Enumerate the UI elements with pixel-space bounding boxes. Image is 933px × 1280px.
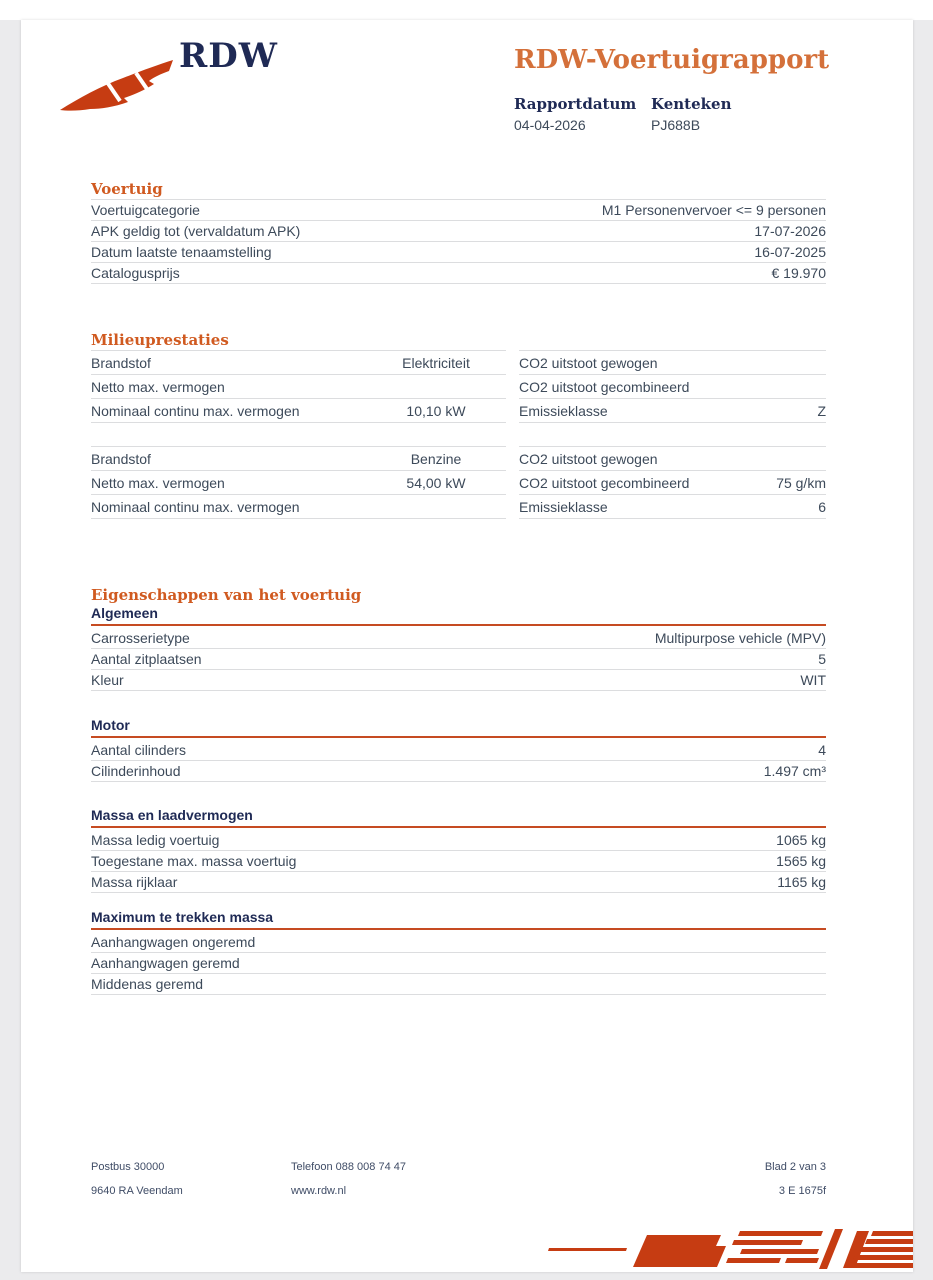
footer-line-1 bbox=[91, 1161, 826, 1173]
license-plate-group bbox=[651, 94, 788, 136]
fuel-block-petrol bbox=[91, 446, 826, 519]
page-gutter-left bbox=[0, 20, 21, 1280]
fuel-table-right bbox=[519, 446, 826, 519]
trekken-massa-table bbox=[91, 932, 826, 995]
row-value: Z bbox=[817, 402, 826, 419]
fuel-table-left bbox=[91, 446, 506, 519]
report-header bbox=[514, 44, 844, 136]
table-row bbox=[519, 447, 826, 471]
row-label: Carrosserietype bbox=[91, 630, 190, 646]
table-row bbox=[91, 351, 506, 375]
footer-website: www.rdw.nl bbox=[291, 1185, 347, 1197]
fuel-table-right bbox=[519, 350, 826, 423]
row-label: CO2 uitstoot gewogen bbox=[519, 450, 658, 467]
subsection-motor bbox=[91, 717, 826, 782]
row-value: M1 Personenvervoer <= 9 personen bbox=[601, 202, 826, 218]
footer-address-1: Postbus 30000 bbox=[91, 1161, 165, 1173]
table-row bbox=[91, 495, 506, 519]
section-voertuig-title: Voertuig bbox=[91, 180, 163, 198]
row-label: Netto max. vermogen bbox=[91, 474, 225, 491]
row-label: Nominaal continu max. vermogen bbox=[91, 402, 300, 419]
table-row bbox=[519, 495, 826, 519]
row-label: Aanhangwagen geremd bbox=[91, 955, 240, 971]
table-row bbox=[91, 471, 506, 495]
table-row bbox=[91, 974, 826, 995]
footer-form-code: 3 E 1675f bbox=[778, 1185, 826, 1197]
table-row bbox=[91, 221, 826, 242]
report-date-group bbox=[514, 94, 651, 136]
table-row bbox=[91, 932, 826, 953]
row-value: 1.497 cm³ bbox=[763, 763, 826, 779]
report-page bbox=[21, 20, 913, 1272]
row-label: Nominaal continu max. vermogen bbox=[91, 498, 300, 515]
license-plate-value: PJ688B bbox=[651, 117, 701, 133]
row-value: 75 g/km bbox=[776, 474, 826, 491]
table-row bbox=[91, 375, 506, 399]
section-eigenschappen bbox=[91, 586, 826, 605]
row-value: Elektriciteit bbox=[402, 354, 470, 371]
page-gutter-bottom bbox=[21, 1272, 913, 1280]
row-label: CO2 uitstoot gecombineerd bbox=[519, 378, 690, 395]
table-row bbox=[91, 447, 506, 471]
section-voertuig bbox=[91, 180, 826, 284]
rdw-logo-text: RDW bbox=[179, 36, 278, 76]
row-label: Netto max. vermogen bbox=[91, 378, 225, 395]
table-row bbox=[91, 242, 826, 263]
subsection-title: Maximum te trekken massa bbox=[91, 909, 826, 930]
voertuig-table bbox=[91, 199, 826, 284]
row-value: 6 bbox=[818, 498, 826, 515]
row-label: Brandstof bbox=[91, 354, 151, 371]
subsection-title: Massa en laadvermogen bbox=[91, 807, 826, 828]
row-value: Multipurpose vehicle (MPV) bbox=[654, 630, 826, 646]
table-row bbox=[91, 953, 826, 974]
row-value: 16-07-2025 bbox=[754, 244, 826, 260]
motor-table bbox=[91, 740, 826, 782]
row-value: 4 bbox=[818, 742, 826, 758]
row-label: Catalogusprijs bbox=[91, 265, 180, 281]
row-label: Kleur bbox=[91, 672, 124, 688]
rdw-flag-icon bbox=[57, 50, 175, 116]
row-value: 10,10 kW bbox=[406, 402, 466, 419]
report-meta bbox=[514, 94, 844, 136]
row-label: CO2 uitstoot gecombineerd bbox=[519, 474, 690, 491]
fuel-table-left bbox=[91, 350, 506, 423]
table-row bbox=[91, 670, 826, 691]
table-row bbox=[91, 628, 826, 649]
fuel-block-electric bbox=[91, 350, 826, 423]
row-label: Middenas geremd bbox=[91, 976, 204, 992]
section-milieuprestaties bbox=[91, 331, 826, 519]
table-row bbox=[91, 830, 826, 851]
subsection-title: Motor bbox=[91, 717, 826, 738]
massa-table bbox=[91, 830, 826, 893]
table-row bbox=[91, 851, 826, 872]
table-row bbox=[519, 351, 826, 375]
subsection-trekken-massa bbox=[91, 909, 826, 995]
footer-line-2 bbox=[91, 1185, 826, 1197]
page-gutter-right bbox=[913, 20, 933, 1280]
table-row bbox=[91, 761, 826, 782]
row-value: 54,00 kW bbox=[406, 474, 466, 491]
row-label: CO2 uitstoot gewogen bbox=[519, 354, 658, 371]
row-label: Emissieklasse bbox=[519, 498, 608, 515]
footer-phone: Telefoon 088 008 74 47 bbox=[291, 1161, 406, 1173]
report-date-value: 04-04-2026 bbox=[514, 117, 586, 133]
subsection-algemeen bbox=[91, 605, 826, 691]
row-value: 1565 kg bbox=[776, 853, 826, 869]
table-row bbox=[519, 399, 826, 423]
row-label: Massa ledig voertuig bbox=[91, 832, 220, 848]
table-row bbox=[91, 263, 826, 284]
table-row bbox=[519, 375, 826, 399]
subsection-title: Algemeen bbox=[91, 605, 826, 626]
row-label: Voertuigcategorie bbox=[91, 202, 200, 218]
row-label: Emissieklasse bbox=[519, 402, 608, 419]
rdw-footer-stripes-graphic bbox=[535, 1223, 913, 1271]
row-label: Aantal zitplaatsen bbox=[91, 651, 202, 667]
row-value: WIT bbox=[800, 672, 826, 688]
row-value: 1165 kg bbox=[777, 874, 826, 890]
row-value: Benzine bbox=[410, 450, 462, 467]
row-value: € 19.970 bbox=[771, 265, 826, 281]
row-label: Toegestane max. massa voertuig bbox=[91, 853, 297, 869]
report-date-label: Rapportdatum bbox=[514, 95, 637, 113]
table-row bbox=[91, 649, 826, 670]
algemeen-table bbox=[91, 628, 826, 691]
footer-address-2: 9640 RA Veendam bbox=[91, 1185, 183, 1197]
row-label: Brandstof bbox=[91, 450, 151, 467]
table-row bbox=[91, 399, 506, 423]
table-row bbox=[91, 740, 826, 761]
subsection-massa bbox=[91, 807, 826, 893]
row-label: Aantal cilinders bbox=[91, 742, 186, 758]
row-label: Massa rijklaar bbox=[91, 874, 178, 890]
row-label: Cilinderinhoud bbox=[91, 763, 181, 779]
row-value: 17-07-2026 bbox=[754, 223, 826, 239]
license-plate-label: Kenteken bbox=[651, 95, 732, 113]
table-row bbox=[91, 872, 826, 893]
row-value: 1065 kg bbox=[776, 832, 826, 848]
footer-page-indicator: Blad 2 van 3 bbox=[764, 1161, 826, 1173]
table-row bbox=[519, 471, 826, 495]
row-label: Datum laatste tenaamstelling bbox=[91, 244, 272, 260]
row-label: Aanhangwagen ongeremd bbox=[91, 934, 256, 950]
section-eigenschappen-title: Eigenschappen van het voertuig bbox=[91, 586, 362, 604]
row-value: 5 bbox=[818, 651, 826, 667]
row-label: APK geldig tot (vervaldatum APK) bbox=[91, 223, 301, 239]
page-footer bbox=[91, 1161, 826, 1209]
section-milieuprestaties-title: Milieuprestaties bbox=[91, 331, 229, 349]
page-title: RDW-Voertuigrapport bbox=[514, 45, 830, 75]
table-row bbox=[91, 200, 826, 221]
